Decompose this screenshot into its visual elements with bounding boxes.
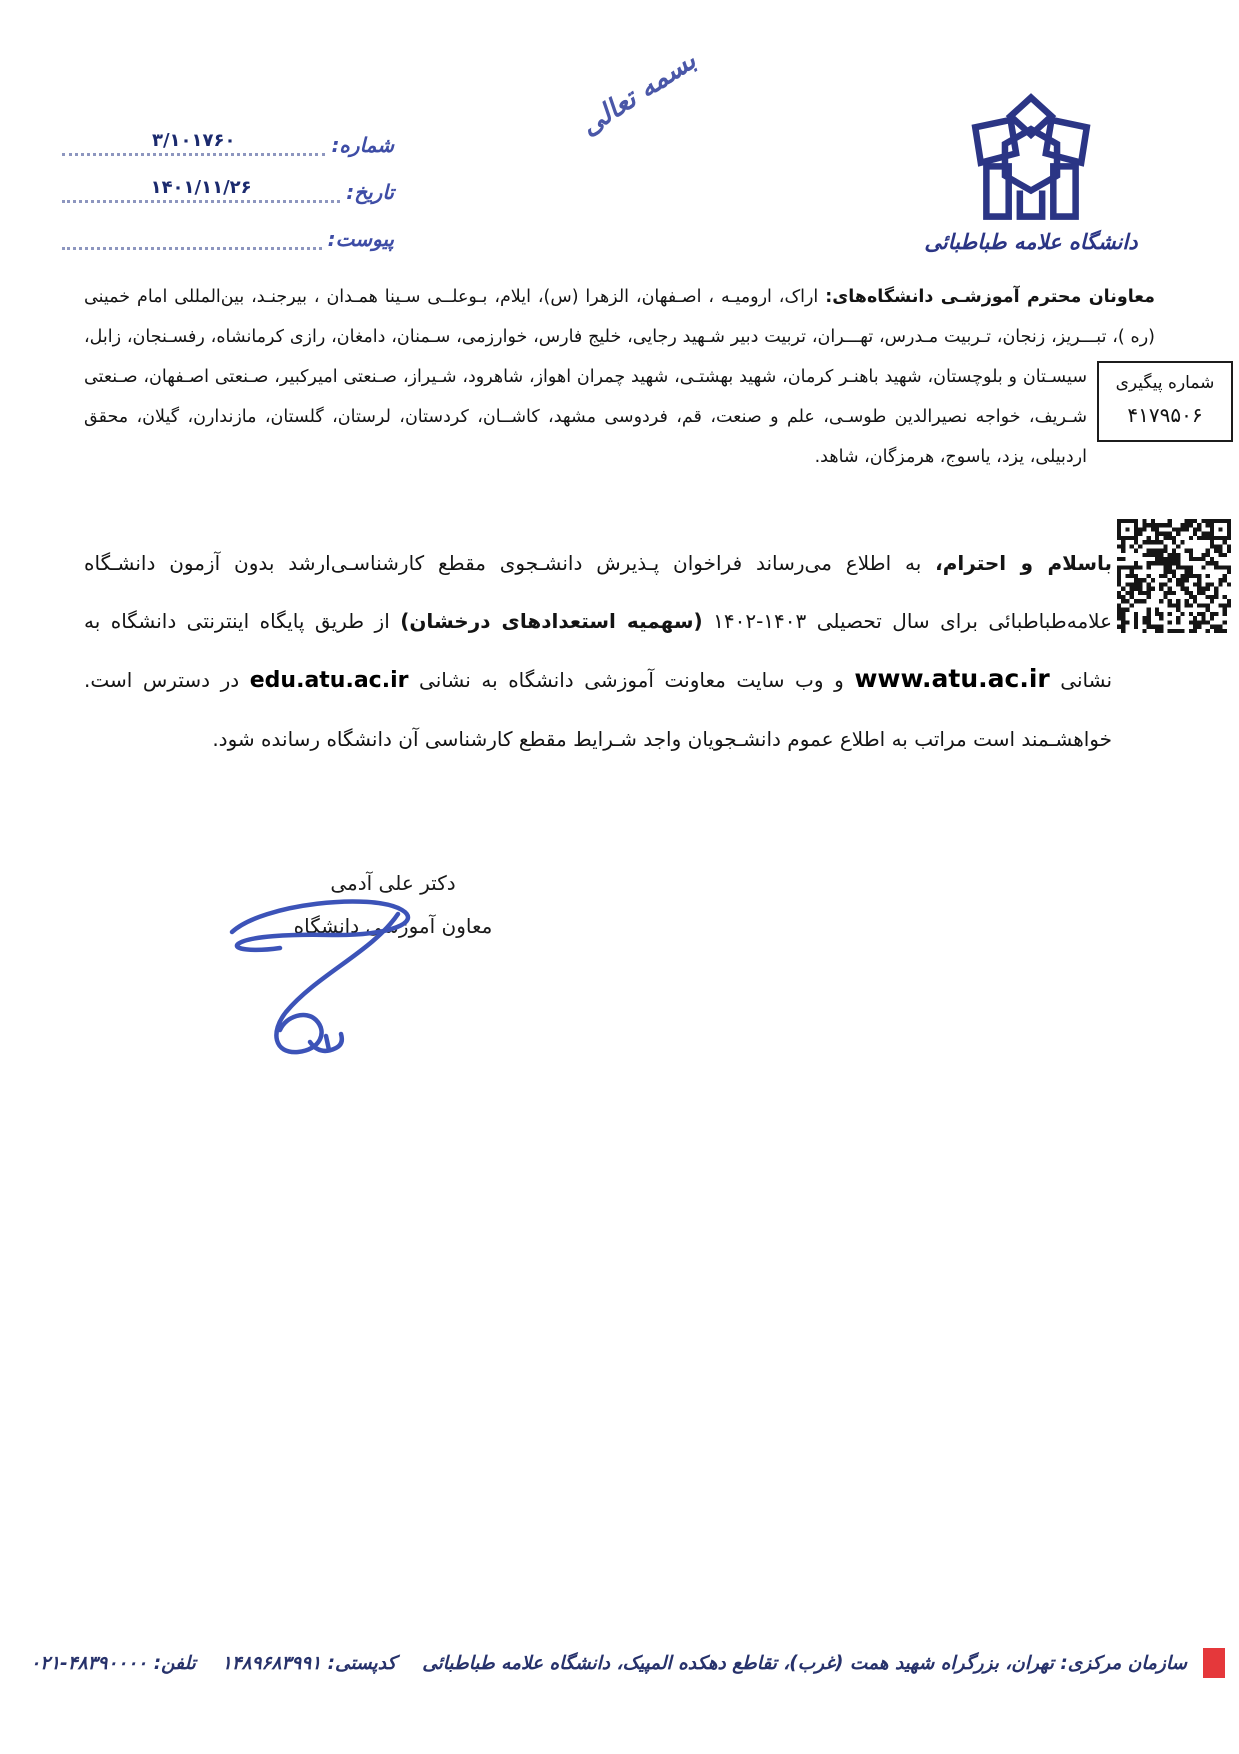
academic-years: ۱۴۰۲-۱۴۰۳ [713,609,807,633]
salutation: باسلام و احترام، [935,551,1113,575]
university-emblem-icon [938,92,1124,224]
bismillah-calligraphy: بسمه تعالی [574,44,702,142]
header-fields [62,122,394,263]
phone-number: ۰۲۱-۴۸۳۹۰۰۰۰ [30,1652,148,1674]
addressee-paragraph [84,277,1215,477]
number-dotline [62,130,325,156]
postal-label: کدپستی: [327,1652,397,1674]
body-part2: از طریق پایگاه اینترنتی دانشگاه به نشانی [84,609,1113,692]
body-part3: و وب سایت معاونت آموزشی دانشگاه به نشانی [419,668,844,692]
field-attachment [62,216,394,250]
postal-code: ۱۴۸۹۶۸۳۹۹۱ [221,1652,322,1674]
body-paragraph [84,534,1112,768]
tracking-label: شماره پیگیری [1115,373,1215,393]
university-name: دانشگاه علامه طباطبائی [924,230,1138,254]
attachment-dotline [62,246,322,250]
number-value: ۳/۱۰۱۷۶۰ [151,130,236,152]
tracking-number: ۴۱۷۹۵۰۶ [1127,402,1203,427]
qr-code [1117,519,1231,633]
date-label: تاریخ: [346,180,394,204]
edu-url: edu.atu.ac.ir [249,668,409,693]
footer [30,1640,1225,1686]
body-part1: به اطلاع می‌رساند فراخوان پـذیرش دانشـجوی مقطع کارشناسـی‌ارشد بدون آزمون دانشـگاه علامه‌طباطبائی برای سال تحصیلی [84,551,1113,633]
signatory-name: دکتر علی آدمی [330,871,456,895]
footer-phone [30,1653,196,1674]
field-number [62,122,394,156]
footer-red-square-icon [1203,1648,1225,1678]
footer-address: سازمان مرکزی: تهران، بزرگراه شهید همت (غرب)، تقاطع دهکده المپیک، دانشگاه علامه طباطبائی [422,1652,1187,1674]
number-label: شماره: [331,133,394,157]
date-dotline [62,177,340,203]
phone-label: تلفن: [153,1652,196,1674]
footer-postal [222,1653,396,1674]
addressee-universities-1: اراک، ارومیـه ، اصـفهان، الزهرا (س)، ایلام، بـوعلــی سـینا همـدان ، بیرجنـد، بین‌المللی امام خمینی (ره )، تبـــریز، زنجان، تـربیت مـدرس، تهـــران، تربیت دبیر شـهید رجایی، خلیج فارس، خوارزمی، سـمنان، دامغان، رازی کرمانشاه، رفسـنجان، زابل، سیسـتان و بلوچستان، شهید باهنـر کرمان، شهید بهشتـی، شهید چمران [84,287,1155,387]
addressee-universities-2: اهواز، شاهرود، شـیراز، صـنعتی امیرکبیر، صـنعتی اصـفهان، صـنعتی شـریف، خواجه نصیرالدین طوسـی، علم و صنعت، قم، فردوسی مشهد، کاشــان، کردستان، لرستان، گلستان، مازندارن، گیلان، محقق اردبیلی، یزد، یاسوج، هرمزگان، شاهد. [84,367,1087,467]
university-url: www.atu.ac.ir [854,664,1050,693]
university-logo-block [881,92,1181,254]
body-part4: در دسترس است. خواهشـمند است مراتب به اطلاع عموم دانشـجویان واجد شـرایط مقطع کارشناسی آن دانشگاه رسانده شود. [84,668,1112,751]
field-date [62,169,394,203]
quota-bold: (سهمیه استعدادهای درخشان) [400,609,703,633]
signatory-title: معاون آموزشی دانشگاه [293,914,493,938]
tracking-box [1097,361,1233,442]
date-value: ۱۴۰۱/۱۱/۲۶ [150,177,252,199]
attachment-label: پیوست: [327,227,394,251]
signature-block [278,862,508,948]
addressee-intro: معاونان محترم آموزشـی دانشگاه‌های: [825,287,1155,307]
